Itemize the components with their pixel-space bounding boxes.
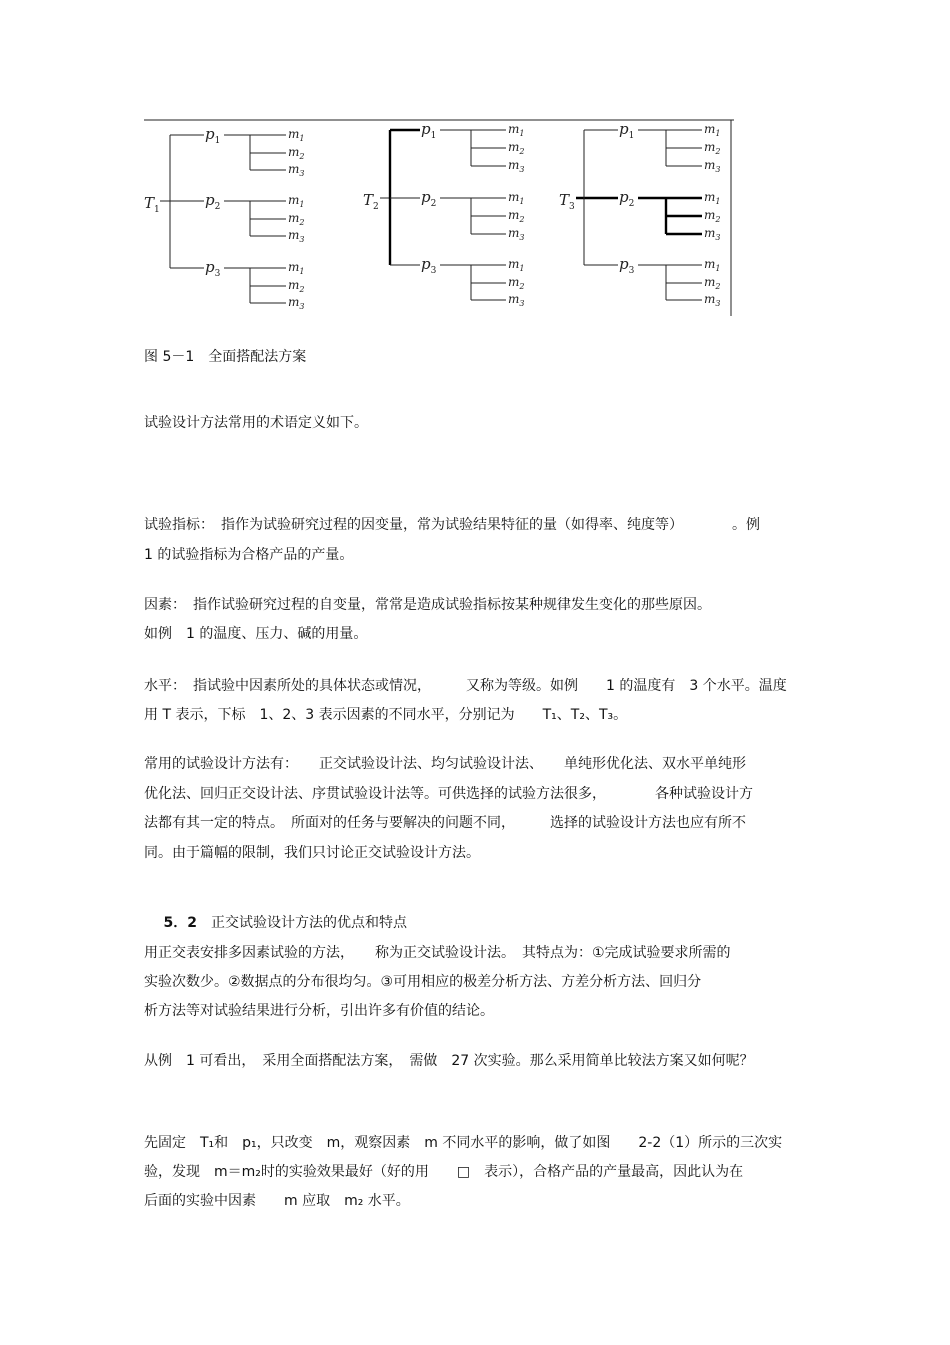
figure-caption: 图 5－1 全面搭配法方案 bbox=[144, 349, 307, 365]
tree-t3 bbox=[559, 120, 720, 308]
svg-text:m2: $m_2$ bbox=[508, 275, 525, 291]
branch-label: $p_1$ bbox=[205, 125, 221, 146]
branch-label: $p_3$ bbox=[619, 255, 635, 276]
svg-text:m3: $m_3$ bbox=[508, 158, 525, 174]
svg-text:m1: $m_1$ bbox=[508, 257, 525, 273]
svg-text:m2: $m_2$ bbox=[704, 208, 721, 224]
svg-text:m3: $m_3$ bbox=[288, 162, 305, 178]
svg-text:m1: $m_1$ bbox=[704, 257, 721, 273]
svg-text:m1: $m_1$ bbox=[288, 127, 305, 143]
branch-label: $p_3$ bbox=[421, 255, 437, 276]
svg-text:m1: $m_1$ bbox=[704, 190, 721, 206]
svg-text:m2: $m_2$ bbox=[288, 278, 305, 294]
paragraph-line: 1 的试验指标为合格产品的产量。 bbox=[144, 547, 354, 563]
paragraph-line: 试验指标： 指作为试验研究过程的因变量，常为试验结果特征的量（如得率、纯度等） 。例 bbox=[144, 517, 760, 533]
svg-text:m3: $m_3$ bbox=[288, 228, 305, 244]
paragraph-line: 法都有其一定的特点。 所面对的任务与要解决的问题不同， 选择的试验设计方法也应有所不 bbox=[144, 815, 746, 831]
paragraph-line: 因素： 指作试验研究过程的自变量，常常是造成试验指标按某种规律发生变化的那些原因。 bbox=[144, 597, 711, 613]
svg-text:m3: $m_3$ bbox=[704, 226, 721, 242]
svg-text:m2: $m_2$ bbox=[288, 145, 305, 161]
svg-text:m1: $m_1$ bbox=[288, 193, 305, 209]
root-label: $T_2$ bbox=[363, 191, 379, 212]
svg-text:m3: $m_3$ bbox=[508, 226, 525, 242]
branch-label: $p_1$ bbox=[619, 120, 635, 141]
paragraph-line: 析方法等对试验结果进行分析，引出许多有价值的结论。 bbox=[144, 1003, 494, 1019]
svg-text:m1: $m_1$ bbox=[704, 122, 721, 138]
paragraph-line: 后面的实验中因素 m 应取 m₂ 水平。 bbox=[144, 1193, 410, 1209]
full-combination-tree-figure bbox=[144, 118, 734, 316]
branch-label: $p_2$ bbox=[619, 188, 635, 209]
paragraph-line: 用 T 表示，下标 1、2、3 表示因素的不同水平，分别记为 T₁、T₂、T₃。 bbox=[144, 707, 628, 723]
svg-text:m3: $m_3$ bbox=[288, 295, 305, 311]
paragraph-line: 同。由于篇幅的限制，我们只讨论正交试验设计方法。 bbox=[144, 845, 480, 861]
tree-t1 bbox=[144, 125, 304, 311]
paragraph-line: 验，发现 m＝m₂时的实验效果最好（好的用 □ 表示），合格产品的产量最高，因此认为在 bbox=[144, 1164, 744, 1180]
branch-label: $p_2$ bbox=[205, 191, 221, 212]
svg-text:m3: $m_3$ bbox=[704, 158, 721, 174]
root-label: $T_3$ bbox=[559, 191, 575, 212]
paragraph-line: 优化法、回归正交设计法、序贯试验设计法等。可供选择的试验方法很多， 各种试验设计方 bbox=[144, 786, 753, 802]
branch-label: $p_3$ bbox=[205, 258, 221, 279]
svg-text:m2: $m_2$ bbox=[508, 140, 525, 156]
svg-text:m2: $m_2$ bbox=[704, 275, 721, 291]
paragraph-line: 水平： 指试验中因素所处的具体状态或情况， 又称为等级。如例 1 的温度有 3 个水平。温度 bbox=[144, 678, 787, 694]
svg-text:m2: $m_2$ bbox=[508, 208, 525, 224]
svg-text:m1: $m_1$ bbox=[288, 260, 305, 276]
tree-t2 bbox=[363, 120, 524, 308]
paragraph-line: 先固定 T₁和 p₁，只改变 m，观察因素 m 不同水平的影响，做了如图 2-2（1）所示的三次实 bbox=[144, 1135, 783, 1151]
section-title: 正交试验设计方法的优点和特点 bbox=[210, 915, 407, 931]
svg-text:m2: $m_2$ bbox=[704, 140, 721, 156]
svg-text:m1: $m_1$ bbox=[508, 122, 525, 138]
paragraph-line: 常用的试验设计方法有： 正交试验设计法、均匀试验设计法、 单纯形优化法、双水平单纯形 bbox=[144, 756, 746, 772]
svg-text:m3: $m_3$ bbox=[508, 292, 525, 308]
svg-text:m3: $m_3$ bbox=[704, 292, 721, 308]
leaf-labels bbox=[508, 122, 524, 308]
section-number: 5．2 bbox=[163, 915, 197, 931]
branch-label: $p_1$ bbox=[421, 120, 437, 141]
example-paragraph: 从例 1 可看出， 采用全面搭配法方案， 需做 27 次实验。那么采用简单比较法方案又如何呢？ bbox=[144, 1053, 754, 1069]
leaf-labels bbox=[704, 122, 720, 308]
paragraph-line: 实验次数少。②数据点的分布很均匀。③可用相应的极差分析方法、方差分析方法、回归分 bbox=[144, 974, 702, 990]
root-label: $T_1$ bbox=[144, 194, 160, 215]
paragraph-line: 如例 1 的温度、压力、碱的用量。 bbox=[144, 626, 368, 642]
branch-label: $p_2$ bbox=[421, 188, 437, 209]
intro-paragraph: 试验设计方法常用的术语定义如下。 bbox=[144, 415, 368, 431]
svg-text:m2: $m_2$ bbox=[288, 211, 305, 227]
paragraph-line: 用正交表安排多因素试验的方法， 称为正交试验设计法。 其特点为：①完成试验要求所需的 bbox=[144, 945, 731, 961]
svg-text:m1: $m_1$ bbox=[508, 190, 525, 206]
leaf-labels bbox=[288, 127, 304, 311]
